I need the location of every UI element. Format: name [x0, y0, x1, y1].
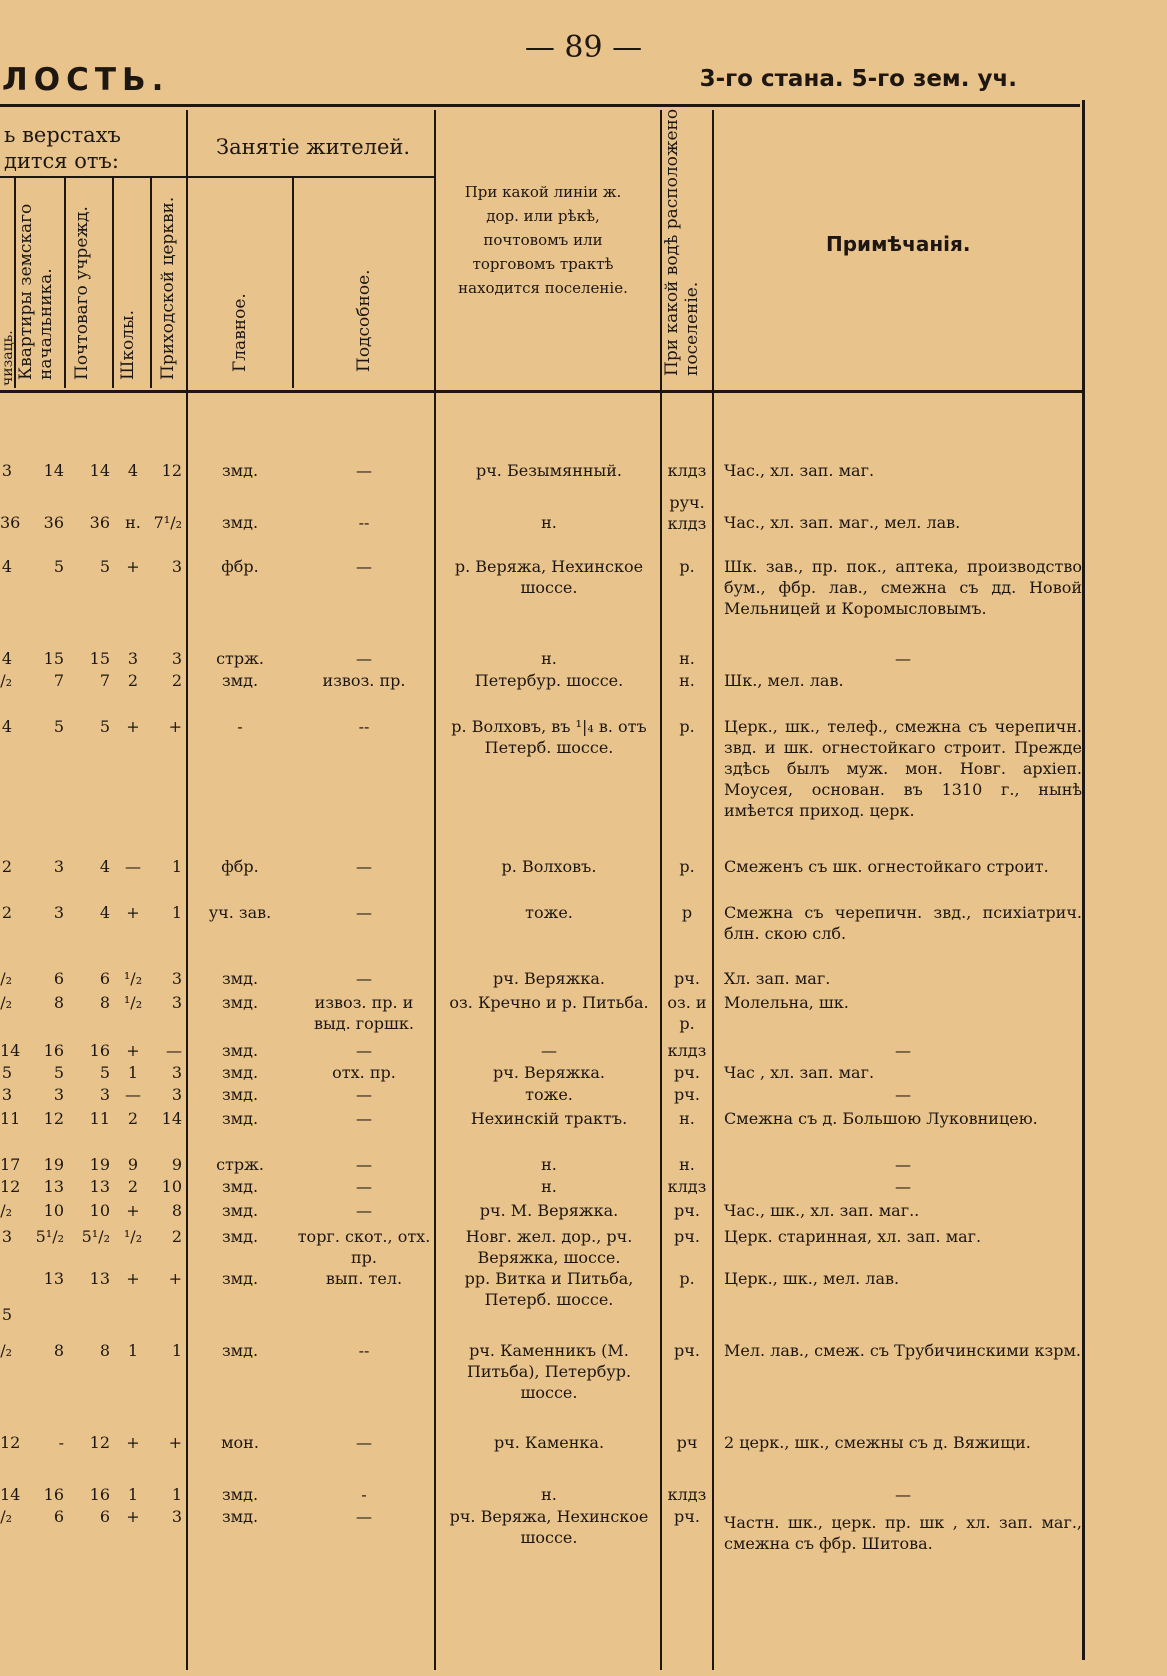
- table-cell: /₂: [0, 671, 12, 690]
- table-cell: —: [356, 903, 372, 922]
- table-cell: фбр.: [221, 857, 259, 876]
- table-cell: змд.: [221, 1085, 259, 1104]
- table-cell: 16: [89, 1485, 110, 1504]
- table-cell: рч. Каменка.: [493, 1433, 605, 1452]
- distance-underline: [0, 176, 186, 178]
- rule: [64, 178, 66, 388]
- table-cell: Нехинскій трактъ.: [470, 1109, 628, 1128]
- table-cell: 4: [99, 857, 110, 876]
- table-cell: 7: [53, 671, 64, 690]
- table-cell: 3: [1, 461, 12, 480]
- table-cell: 3: [99, 1085, 110, 1104]
- table-cell: 16: [43, 1041, 64, 1060]
- table-cell: 12: [0, 1433, 21, 1452]
- table-cell: 3: [171, 557, 182, 576]
- page-number: — 89 —: [524, 30, 643, 65]
- table-cell: руч. клдз: [667, 493, 707, 533]
- table-cell: н.: [541, 1177, 557, 1196]
- table-cell: 19: [89, 1155, 110, 1174]
- table-cell: Смежна съ д. Большою Луковницею.: [724, 1109, 1038, 1128]
- table-cell: —: [356, 1085, 372, 1104]
- table-cell: 13: [43, 1177, 64, 1196]
- table-cell: н.: [679, 1109, 695, 1128]
- table-cell: 9: [127, 1155, 139, 1174]
- table-cell: -: [361, 1485, 367, 1504]
- col-aux-label: Подсобное.: [354, 269, 374, 372]
- table-cell: р. Веряжа, Нехинское шоссе.: [454, 557, 644, 597]
- header-right: 3-го стана. 5-го зем. уч.: [699, 66, 1017, 92]
- table-cell: /₂: [0, 993, 12, 1012]
- table-cell: —: [125, 1085, 141, 1104]
- table-cell: 4: [1, 649, 12, 668]
- table-cell: 2: [171, 1227, 182, 1246]
- table-cell: 1: [127, 1063, 139, 1082]
- table-cell: 3: [171, 649, 182, 668]
- table-cell: вып. тел.: [325, 1269, 403, 1288]
- table-cell: 12: [89, 1433, 110, 1452]
- table-cell: 2: [127, 1109, 139, 1128]
- table-cell: 3: [171, 969, 182, 988]
- table-cell: 1: [171, 857, 182, 876]
- rule: [14, 178, 16, 388]
- col-schools-label: Школы.: [118, 310, 138, 380]
- table-cell: /₂: [0, 969, 12, 988]
- table-cell: 5: [1, 1305, 12, 1324]
- table-cell: 10: [89, 1201, 110, 1220]
- table-cell: 10: [43, 1201, 64, 1220]
- rule: [112, 178, 114, 388]
- table-cell: —: [356, 1109, 372, 1128]
- table-cell: 14: [0, 1041, 21, 1060]
- table-cell: —: [356, 557, 372, 576]
- table-cell: 3: [1, 1227, 12, 1246]
- table-cell: ¹/₂: [123, 993, 143, 1012]
- table-cell: 14: [161, 1109, 182, 1128]
- table-cell: рч.: [674, 1341, 700, 1360]
- table-cell: р.: [679, 857, 695, 876]
- table-cell: Церк., шк., мел. лав.: [724, 1269, 900, 1288]
- table-cell: ¹/₂: [123, 1227, 143, 1246]
- table-cell: змд.: [221, 1177, 259, 1196]
- table-cell: змд.: [221, 1109, 259, 1128]
- table-cell: клдз: [667, 1041, 707, 1060]
- col-church-label: Приходской церкви.: [158, 196, 178, 380]
- table-cell: Церк., шк., телеф., смежна съ черепичн. звд. и шк. огнестойкаго строит. Прежде здѣсь былъ муж. мон. Новг. архіеп. Моусея, основан. въ 1310 г., нынѣ имѣется приход. церк.: [724, 717, 1082, 820]
- table-cell: Церк. старинная, хл. зап. маг.: [724, 1227, 982, 1246]
- table-cell: рч. Веряжа, Нехинское шоссе.: [449, 1507, 649, 1547]
- table-cell: +: [126, 1041, 140, 1060]
- table-cell: 6: [99, 969, 110, 988]
- table-cell: 3: [171, 993, 182, 1012]
- table-cell: 5: [53, 557, 64, 576]
- table-cell: тоже.: [525, 1085, 573, 1104]
- table-cell: рч. Каменникъ (М. Питьба), Петербур. шоссе.: [466, 1341, 632, 1402]
- table-cell: 8: [53, 993, 64, 1012]
- table-cell: 3: [171, 1507, 182, 1526]
- rule: [712, 110, 714, 1670]
- table-cell: рч.: [674, 969, 700, 988]
- table-cell: —: [356, 649, 372, 668]
- table-cell: 12: [43, 1109, 64, 1128]
- col-partial-label: чизаць.: [0, 330, 16, 386]
- table-cell: рч. Безымянный.: [475, 461, 623, 480]
- table-cell: змд.: [221, 1041, 259, 1060]
- table-cell: 13: [89, 1269, 110, 1288]
- table-cell: 7¹/₂: [153, 513, 182, 532]
- table-cell: клдз: [667, 1177, 707, 1196]
- table-cell: р. Волховъ.: [501, 857, 597, 876]
- col-railway-label: При какой линіи ж. дор. или рѣкѣ, почтовомъ или торговомъ трактѣ находится поселеніе.: [458, 183, 628, 297]
- table-cell: 8: [171, 1201, 182, 1220]
- table-cell: 12: [0, 1177, 21, 1196]
- table-cell: 5: [99, 717, 110, 736]
- table-cell: р. Волховъ, въ ¹|₄ в. отъ Петерб. шоссе.: [451, 717, 647, 757]
- table-cell: рч. Веряжка.: [493, 1063, 605, 1082]
- table-cell: Молельна, шк.: [724, 993, 849, 1012]
- table-cell: 11: [89, 1109, 110, 1128]
- table-cell: рч. М. Веряжка.: [479, 1201, 619, 1220]
- table-cell: Час , хл. зап. маг.: [724, 1063, 875, 1082]
- table-cell: +: [126, 1433, 140, 1452]
- table-cell: -: [237, 717, 243, 736]
- table-cell: 36: [0, 513, 21, 532]
- table-cell: Час., хл. зап. маг.: [724, 461, 875, 480]
- table-cell: +: [168, 1269, 182, 1288]
- table-cell: 14: [89, 461, 110, 480]
- table-cell: рр. Витка и Питьба, Петерб. шоссе.: [464, 1269, 634, 1309]
- table-cell: змд.: [221, 1201, 259, 1220]
- table-cell: рч.: [674, 1201, 700, 1220]
- table-cell: /₂: [0, 1341, 12, 1360]
- table-cell: —: [356, 1155, 372, 1174]
- table-cell: —: [356, 461, 372, 480]
- table-cell: 12: [161, 461, 182, 480]
- table-cell: змд.: [221, 1507, 259, 1526]
- table-cell: уч. зав.: [208, 903, 272, 922]
- table-cell: —: [356, 1507, 372, 1526]
- table-cell: 3: [171, 1085, 182, 1104]
- table-cell: клдз: [667, 1485, 707, 1504]
- table-cell: н.: [541, 1485, 557, 1504]
- table-cell: 6: [53, 1507, 64, 1526]
- table-cell: отх. пр.: [332, 1063, 396, 1082]
- table-cell: н.: [679, 1155, 695, 1174]
- table-cell: /₂: [0, 1201, 12, 1220]
- table-cell: —: [895, 1041, 911, 1060]
- table-cell: рч.: [674, 1227, 700, 1246]
- col-postal-label: Почтоваго учрежд.: [72, 206, 92, 380]
- table-cell: +: [126, 1201, 140, 1220]
- table-cell: змд.: [221, 461, 259, 480]
- header-bottom-rule: [0, 390, 1084, 393]
- table-cell: 7: [99, 671, 110, 690]
- table-cell: извоз. пр. и выд. горшк.: [314, 993, 414, 1033]
- table-cell: 36: [43, 513, 64, 532]
- table-cell: Час., шк., хл. зап. маг..: [724, 1201, 920, 1220]
- table-cell: +: [168, 717, 182, 736]
- table-cell: 16: [43, 1485, 64, 1504]
- table-cell: Петербур. шоссе.: [474, 671, 624, 690]
- table-cell: --: [358, 513, 370, 532]
- table-cell: 13: [43, 1269, 64, 1288]
- table-cell: Новг. жел. дор., рч. Веряжка, шоссе.: [465, 1227, 633, 1267]
- table-cell: -: [58, 1433, 64, 1452]
- table-cell: 2: [1, 857, 12, 876]
- table-cell: Смежна съ черепичн. звд., психіатрич. блн. скою слб.: [724, 903, 1082, 943]
- table-cell: 1: [171, 1341, 182, 1360]
- table-cell: змд.: [221, 513, 259, 532]
- table-cell: 5: [99, 1063, 110, 1082]
- table-cell: 4: [1, 717, 12, 736]
- table-cell: 14: [43, 461, 64, 480]
- table-cell: 19: [43, 1155, 64, 1174]
- table-cell: ¹/₂: [123, 969, 143, 988]
- table-cell: Час., хл. зап. маг., мел. лав.: [724, 513, 961, 532]
- table-cell: р.: [679, 557, 695, 576]
- table-cell: --: [358, 1341, 370, 1360]
- table-cell: стрж.: [216, 1155, 264, 1174]
- table-cell: +: [126, 903, 140, 922]
- table-cell: н.: [679, 671, 695, 690]
- table-cell: —: [356, 1201, 372, 1220]
- table-cell: —: [125, 857, 141, 876]
- table-cell: 5: [99, 557, 110, 576]
- table-cell: 17: [0, 1155, 21, 1174]
- table-cell: —: [895, 1177, 911, 1196]
- table-cell: торг. скот., отх. пр.: [297, 1227, 431, 1267]
- rule: [434, 110, 436, 1670]
- table-cell: н.: [125, 513, 141, 532]
- table-cell: —: [356, 857, 372, 876]
- table-cell: 15: [43, 649, 64, 668]
- table-cell: 6: [99, 1507, 110, 1526]
- table-cell: змд.: [221, 969, 259, 988]
- table-cell: 8: [99, 1341, 110, 1360]
- table-cell: 13: [89, 1177, 110, 1196]
- table-cell: +: [126, 1507, 140, 1526]
- table-cell: рч.: [674, 1507, 700, 1526]
- table-cell: 1: [171, 903, 182, 922]
- table-cell: —: [895, 1085, 911, 1104]
- table-cell: Смеженъ съ шк. огнестойкаго строит.: [724, 857, 1049, 876]
- table-cell: —: [166, 1041, 182, 1060]
- table-cell: Частн. шк., церк. пр. шк , хл. зап. маг., смежна съ фбр. Шитова.: [724, 1513, 1082, 1553]
- table-cell: 3: [171, 1063, 182, 1082]
- col-main-label: Главное.: [230, 293, 250, 372]
- table-cell: 11: [0, 1109, 21, 1128]
- table-cell: +: [126, 1269, 140, 1288]
- rule: [150, 178, 152, 388]
- table-cell: 3: [1, 1085, 12, 1104]
- table-cell: 3: [127, 649, 139, 668]
- table-cell: +: [126, 717, 140, 736]
- table-cell: —: [356, 1177, 372, 1196]
- table-cell: 14: [0, 1485, 21, 1504]
- table-cell: 2: [1, 903, 12, 922]
- table-cell: 36: [89, 513, 110, 532]
- table-cell: оз. Кречно и р. Питьба.: [449, 993, 649, 1012]
- table-cell: +: [126, 557, 140, 576]
- table-cell: змд.: [221, 1485, 259, 1504]
- table-cell: 6: [53, 969, 64, 988]
- table-cell: —: [895, 1485, 911, 1504]
- table-cell: 1: [171, 1485, 182, 1504]
- table-cell: 5: [1, 1063, 12, 1082]
- table-cell: стрж.: [216, 649, 264, 668]
- table-cell: 4: [99, 903, 110, 922]
- table-cell: рч.: [674, 1085, 700, 1104]
- rule: [186, 110, 188, 1670]
- table-cell: 2 церк., шк., смежны съ д. Вяжищи.: [724, 1433, 1031, 1452]
- table-cell: тоже.: [525, 903, 573, 922]
- table-cell: 2: [127, 1177, 139, 1196]
- table-cell: змд.: [221, 671, 259, 690]
- table-cell: —: [541, 1041, 557, 1060]
- table-cell: р.: [679, 1269, 695, 1288]
- table-cell: 5: [53, 1063, 64, 1082]
- table-cell: клдз: [667, 461, 707, 480]
- table-cell: 2: [127, 671, 139, 690]
- table-cell: 16: [89, 1041, 110, 1060]
- table-cell: —: [356, 1041, 372, 1060]
- table-cell: 5: [53, 717, 64, 736]
- table-cell: —: [356, 1433, 372, 1452]
- table-cell: оз. и р.: [667, 993, 707, 1033]
- table-cell: н.: [541, 1155, 557, 1174]
- table-cell: фбр.: [221, 557, 259, 576]
- table-cell: змд.: [221, 1063, 259, 1082]
- table-cell: 8: [99, 993, 110, 1012]
- table-cell: р: [681, 903, 693, 922]
- table-cell: /₂: [0, 1507, 12, 1526]
- header-left: ЛОСТЬ.: [2, 62, 170, 98]
- group-distance: ь верстахъ дится отъ:: [4, 123, 121, 173]
- table-cell: +: [168, 1433, 182, 1452]
- table-cell: змд.: [221, 1227, 259, 1246]
- group-occupation: Занятіе жителей.: [216, 135, 411, 159]
- table-cell: 5¹/₂: [81, 1227, 110, 1246]
- table-cell: 8: [53, 1341, 64, 1360]
- table-cell: —: [895, 649, 911, 668]
- table-cell: 3: [53, 1085, 64, 1104]
- table-cell: змд.: [221, 1269, 259, 1288]
- rule: [1082, 100, 1085, 1660]
- table-cell: змд.: [221, 1341, 259, 1360]
- table-cell: Мел. лав., смеж. съ Трубичинскими кзрм.: [724, 1341, 1081, 1360]
- table-cell: змд.: [221, 993, 259, 1012]
- table-cell: 5¹/₂: [35, 1227, 64, 1246]
- table-cell: 9: [171, 1155, 182, 1174]
- table-cell: извоз. пр.: [322, 671, 406, 690]
- table-cell: 3: [53, 903, 64, 922]
- table-cell: Шк., мел. лав.: [724, 671, 844, 690]
- table-cell: мон.: [221, 1433, 259, 1452]
- table-cell: рч.: [674, 1063, 700, 1082]
- table-cell: 1: [127, 1341, 139, 1360]
- top-rule: [0, 104, 1080, 107]
- col-zemsky-label: Квартиры земскаго начальника.: [16, 203, 56, 380]
- table-cell: рч. Веряжка.: [493, 969, 605, 988]
- table-cell: —: [895, 1155, 911, 1174]
- table-cell: 3: [53, 857, 64, 876]
- table-cell: Хл. зап. маг.: [724, 969, 831, 988]
- table-cell: Шк. зав., пр. пок., аптека, производство бум., фбр. лав., смежна съ дд. Новой Мельницей и Коромысловымъ.: [724, 557, 1082, 618]
- table-cell: рч: [676, 1433, 698, 1452]
- table-cell: н.: [541, 649, 557, 668]
- table-cell: 2: [171, 671, 182, 690]
- table-cell: н.: [679, 649, 695, 668]
- table-cell: 4: [1, 557, 12, 576]
- col-notes-label: Примѣчанія.: [826, 232, 971, 256]
- table-cell: —: [356, 969, 372, 988]
- table-cell: 1: [127, 1485, 139, 1504]
- rule: [292, 178, 294, 388]
- table-cell: 10: [161, 1177, 182, 1196]
- table-cell: н.: [541, 513, 557, 532]
- table-cell: р.: [679, 717, 695, 736]
- table-cell: --: [358, 717, 370, 736]
- col-water-label: При какой водѣ расположено поселеніе.: [662, 108, 702, 376]
- occupation-underline: [186, 176, 434, 178]
- table-cell: 15: [89, 649, 110, 668]
- table-cell: 4: [127, 461, 139, 480]
